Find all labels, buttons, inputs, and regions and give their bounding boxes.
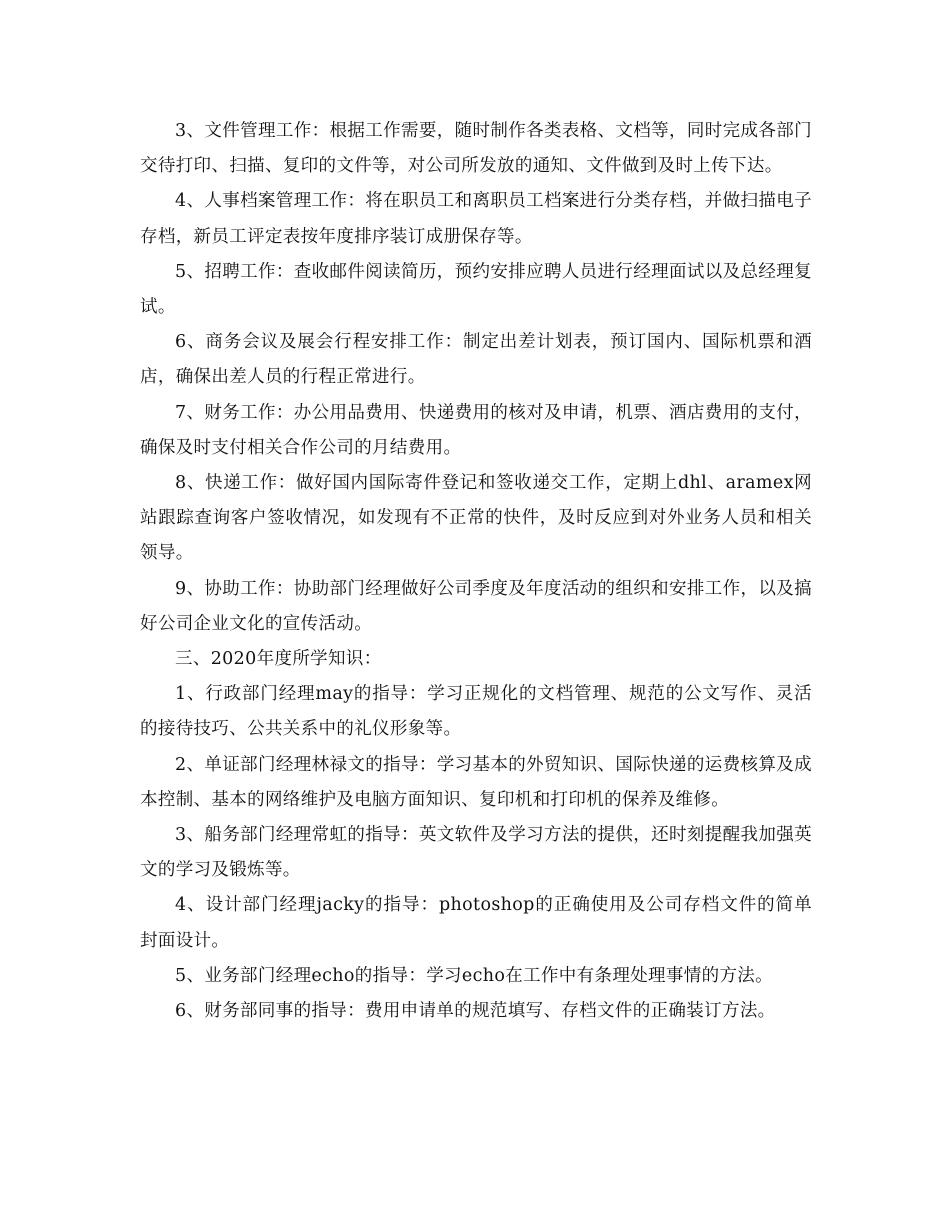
paragraph-shipping-guidance: 3、船务部门经理常虹的指导：英文软件及学习方法的提供，还时刻提醒我加强英文的学习及锻炼等。 (140, 825, 812, 881)
paragraph-personnel-archives: 4、人事档案管理工作：将在职员工和离职员工档案进行分类存档，并做扫描电子存档，新员工评定表按年度排序装订成册保存等。 (140, 191, 812, 247)
paragraph-design-guidance: 4、设计部门经理jacky的指导：photoshop的正确使用及公司存档文件的简单封面设计。 (140, 895, 812, 951)
document-body (140, 114, 812, 1029)
paragraph-documents-guidance: 2、单证部门经理林禄文的指导：学习基本的外贸知识、国际快递的运费核算及成本控制、基本的网络维护及电脑方面知识、复印机和打印机的保养及维修。 (140, 754, 812, 810)
paragraph-business-travel: 6、商务会议及展会行程安排工作：制定出差计划表，预订国内、国际机票和酒店，确保出差人员的行程正常进行。 (140, 332, 812, 388)
paragraph-file-management: 3、文件管理工作：根据工作需要，随时制作各类表格、文档等，同时完成各部门交待打印、扫描、复印的文件等，对公司所发放的通知、文件做到及时上传下达。 (140, 121, 812, 177)
paragraph-finance: 7、财务工作：办公用品费用、快递费用的核对及申请，机票、酒店费用的支付，确保及时支付相关合作公司的月结费用。 (140, 402, 812, 458)
paragraph-admin-guidance: 1、行政部门经理may的指导：学习正规化的文档管理、规范的公文写作、灵活的接待技巧、公共关系中的礼仪形象等。 (140, 684, 812, 740)
paragraph-finance-guidance: 6、财务部同事的指导：费用申请单的规范填写、存档文件的正确装订方法。 (175, 1001, 776, 1022)
paragraph-assistance: 9、协助工作：协助部门经理做好公司季度及年度活动的组织和安排工作，以及搞好公司企业文化的宣传活动。 (140, 578, 812, 634)
section-heading-knowledge: 三、2020年度所学知识： (175, 649, 382, 670)
paragraph-sales-guidance: 5、业务部门经理echo的指导：学习echo在工作中有条理处理事情的方法。 (175, 965, 774, 986)
paragraph-express-delivery: 8、快递工作：做好国内国际寄件登记和签收递交工作，定期上dhl、aramex网站跟踪查询客户签收情况，如发现有不正常的快件，及时反应到对外业务人员和相关领导。 (140, 473, 812, 564)
paragraph-recruitment: 5、招聘工作：查收邮件阅读简历，预约安排应聘人员进行经理面试以及总经理复试。 (140, 261, 812, 318)
